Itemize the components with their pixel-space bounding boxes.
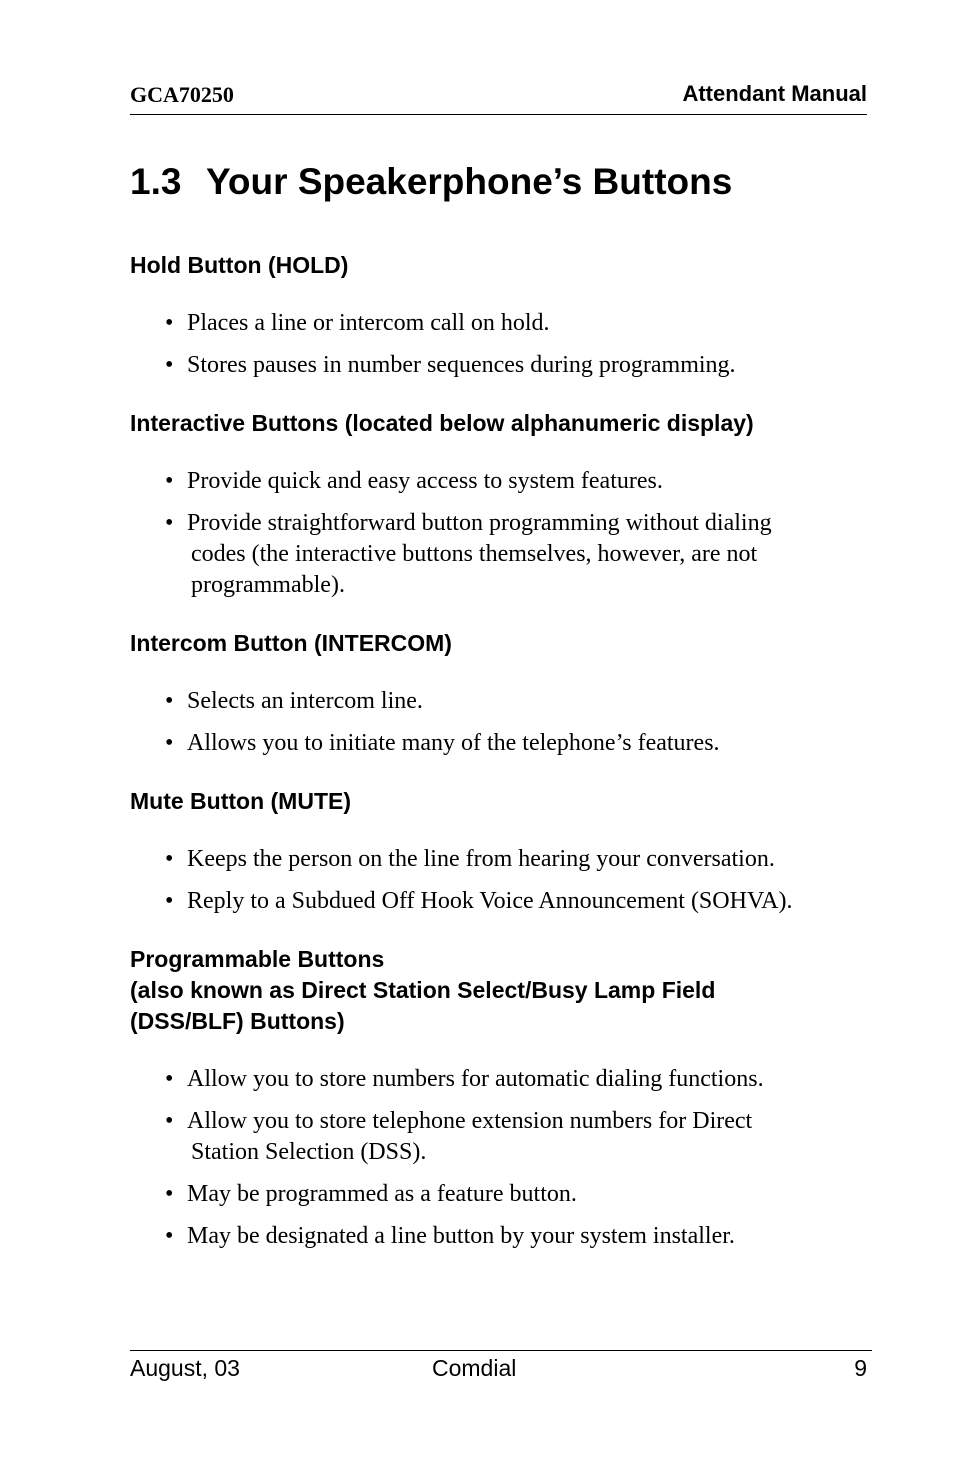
list-item: • Stores pauses in number sequences during programming. <box>130 350 867 381</box>
section-number: 1.3 <box>130 161 182 202</box>
document-id: GCA70250 <box>130 82 234 107</box>
list-item: • Provide straightforward button programming without dialing codes (the interactive buttons themselves, however, are not programmable). <box>165 510 772 598</box>
bullet-icon: • <box>165 1108 174 1134</box>
bullet-list <box>130 844 867 917</box>
bullet-icon: • <box>165 510 174 536</box>
bullet-list <box>130 466 867 601</box>
page-title <box>130 161 732 203</box>
bullet-icon: • <box>165 730 174 756</box>
bullet-list <box>130 1064 867 1252</box>
list-item: • Provide quick and easy access to system features. <box>130 466 867 497</box>
bullet-icon: • <box>165 1066 174 1092</box>
list-item: • Allow you to store numbers for automatic dialing functions. <box>130 1064 867 1095</box>
bullet-icon: • <box>165 468 174 494</box>
section-heading: Hold Button (HOLD) <box>130 252 349 278</box>
section-programmable-buttons <box>130 944 867 1263</box>
bullet-list <box>130 686 867 759</box>
manual-title: Attendant Manual <box>682 81 867 106</box>
list-item: • Reply to a Subdued Off Hook Voice Announcement (SOHVA). <box>130 886 867 917</box>
bullet-icon: • <box>165 352 174 378</box>
page-footer <box>130 1350 872 1391</box>
page-header <box>130 80 867 115</box>
bullet-icon: • <box>165 1181 174 1207</box>
bullet-icon: • <box>165 846 174 872</box>
footer-company: Comdial <box>432 1355 517 1381</box>
section-hold-button <box>130 250 867 392</box>
section-heading: Mute Button (MUTE) <box>130 788 351 814</box>
bullet-icon: • <box>165 1223 174 1249</box>
section-title: Your Speakerphone’s Buttons <box>206 161 733 202</box>
section-heading: Intercom Button (INTERCOM) <box>130 630 452 656</box>
list-item: • Selects an intercom line. <box>130 686 867 717</box>
section-intercom-button <box>130 628 867 770</box>
section-interactive-buttons <box>130 408 867 612</box>
bullet-list <box>130 308 867 381</box>
list-item: • Allow you to store telephone extension numbers for Direct Station Selection (DSS). <box>165 1108 753 1165</box>
list-item: • May be designated a line button by your system installer. <box>130 1221 867 1252</box>
bullet-icon: • <box>165 888 174 914</box>
section-mute-button <box>130 786 867 928</box>
section-heading: Interactive Buttons (located below alphanumeric display) <box>130 410 754 436</box>
section-heading: Programmable Buttons (also known as Direct Station Select/Busy Lamp Field (DSS/BLF) Buttons) <box>130 946 716 1034</box>
list-item: • Allows you to initiate many of the telephone’s features. <box>130 728 867 759</box>
bullet-icon: • <box>165 688 174 714</box>
page-number: 9 <box>854 1355 867 1381</box>
list-item: • May be programmed as a feature button. <box>130 1179 867 1210</box>
list-item: • Keeps the person on the line from hearing your conversation. <box>130 844 867 875</box>
bullet-icon: • <box>165 310 174 336</box>
list-item: • Places a line or intercom call on hold. <box>130 308 867 339</box>
footer-date: August, 03 <box>130 1355 240 1381</box>
